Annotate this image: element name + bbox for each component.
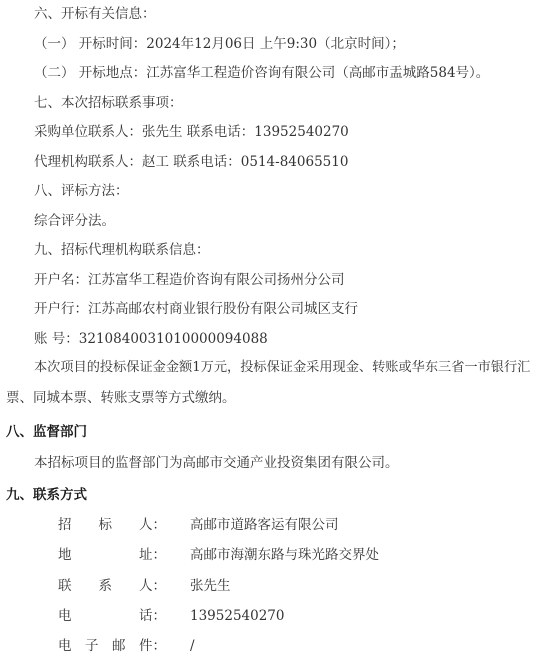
deposit-line-1: 本次项目的投标保证金金额1万元，投标保证金采用现金、转账或华东三省一市银行汇 xyxy=(34,360,531,375)
account-number: 账 号：3210840031010000094088 xyxy=(34,331,268,347)
contact-method-heading: 九、联系方式 xyxy=(6,487,87,503)
contact-value: 张先生 xyxy=(190,578,231,594)
contact-value: 13952540270 xyxy=(190,608,285,624)
account-name: 开户名：江苏富华工程造价咨询有限公司扬州分公司 xyxy=(34,272,345,288)
deposit-line-2: 票、同城本票、转账支票等方式缴纳。 xyxy=(6,390,236,406)
contact-label: 电 子 邮 件： xyxy=(58,638,166,654)
open-info-heading: 六、开标有关信息： xyxy=(34,6,156,22)
agency-info-heading: 九、招标代理机构联系信息： xyxy=(34,242,210,258)
eval-method: 综合评分法。 xyxy=(34,213,115,229)
contact-label: 招 标 人： xyxy=(58,517,166,533)
agency-contact: 代理机构联系人：赵工 联系电话：0514-84065510 xyxy=(34,154,349,170)
supervision-text: 本招标项目的监督部门为高邮市交通产业投资集团有限公司。 xyxy=(34,455,399,471)
buyer-contact: 采购单位联系人：张先生 联系电话：13952540270 xyxy=(34,124,349,140)
contact-label: 地 址： xyxy=(58,547,166,563)
contact-label: 电 话： xyxy=(58,608,166,624)
contact-value: / xyxy=(190,638,195,654)
contact-label: 联 系 人： xyxy=(58,578,166,594)
contact-value: 高邮市海潮东路与珠光路交界处 xyxy=(190,547,379,563)
contact-heading: 七、本次招标联系事项： xyxy=(34,95,183,111)
eval-heading: 八、评标方法： xyxy=(34,183,129,199)
supervision-heading: 八、监督部门 xyxy=(6,424,87,440)
open-place: （二） 开标地点：江苏富华工程造价咨询有限公司（高邮市盂城路584号）。 xyxy=(34,65,490,81)
contact-value: 高邮市道路客运有限公司 xyxy=(190,517,339,533)
open-time: （一） 开标时间：2024年12月06日 上午9:30（北京时间）； xyxy=(34,36,405,52)
account-bank: 开户行：江苏高邮农村商业银行股份有限公司城区支行 xyxy=(34,301,358,317)
